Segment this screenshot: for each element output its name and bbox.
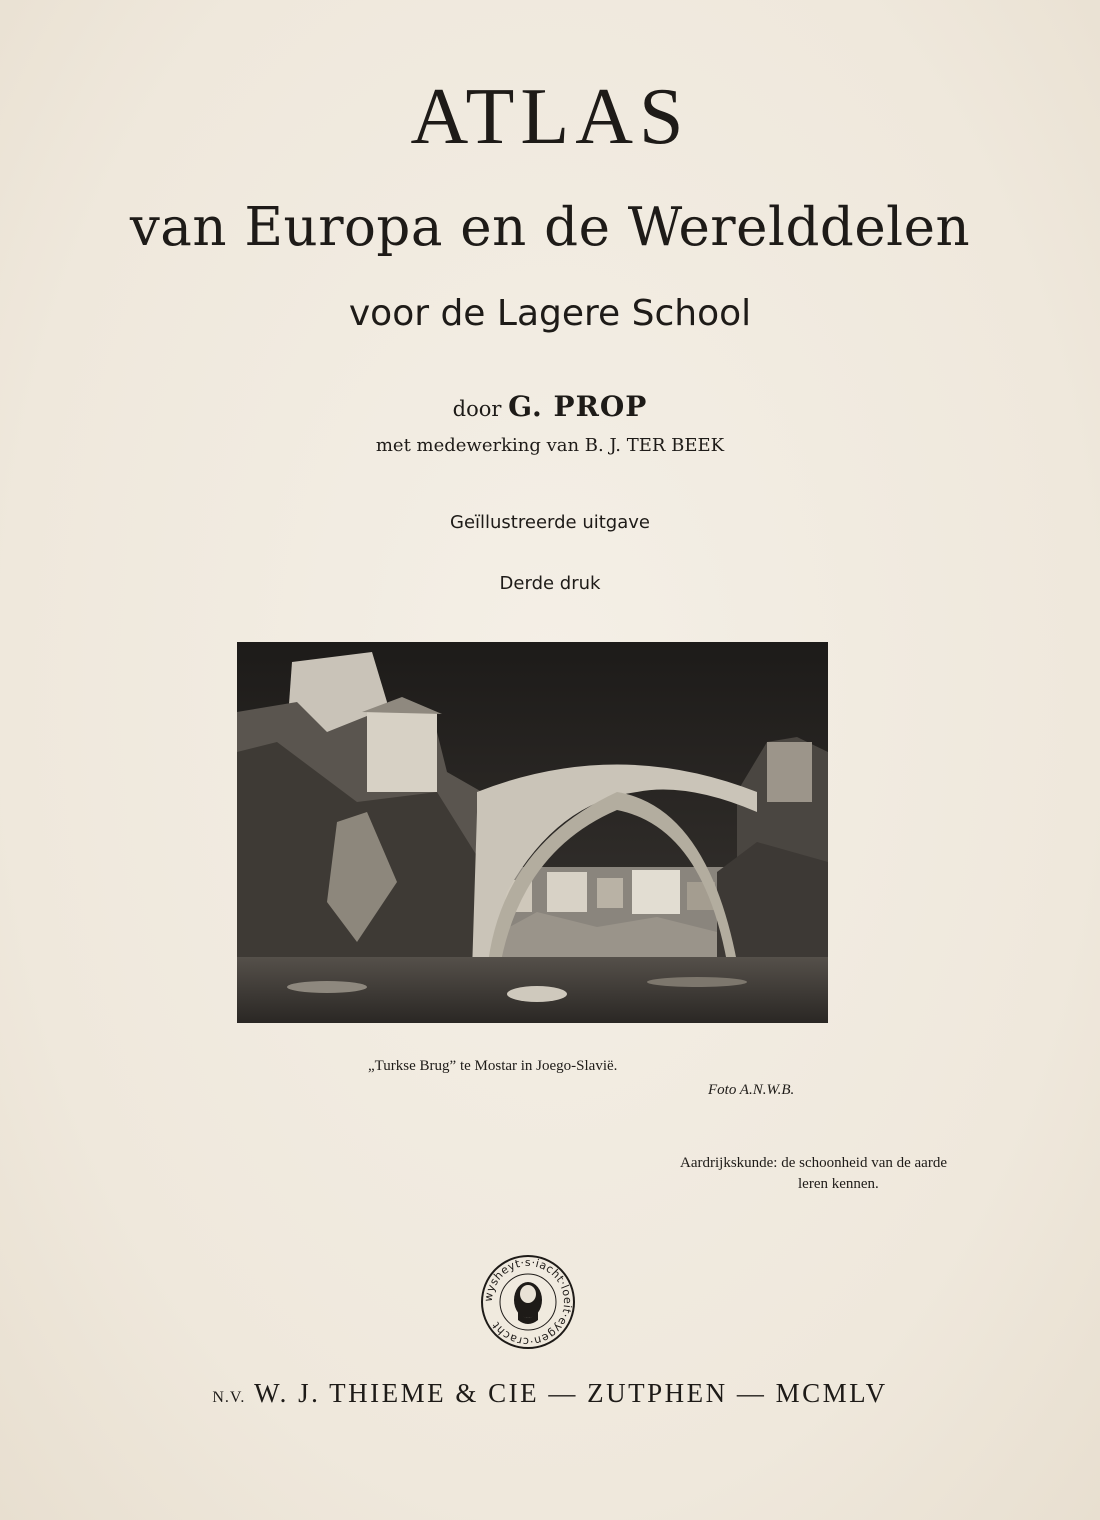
publisher-seal-icon [480,1254,576,1350]
bridge-photo [237,642,828,1023]
photo-credit: Foto A.N.W.B. [708,1082,795,1098]
edition-print: Derde druk [499,573,601,594]
author-name: G. PROP [508,390,648,423]
seal-text: wysheyt·s·iacht·loeit·eygen·cracht [481,1255,575,1349]
publisher-line [0,1376,1100,1415]
author-prefix: door [452,397,502,421]
book-subtitle: van Europa en de Werelddelen [129,197,971,258]
publisher-imprint: W. J. THIEME & CIE — ZUTPHEN — MCMLV [254,1378,888,1408]
publisher-prefix: N.V. [212,1389,246,1406]
motto-text-line1: de schoonheid van de aarde [781,1155,947,1171]
motto-label: Aardrijkskunde: [680,1155,778,1171]
edition-type: Geïllustreerde uitgave [450,512,650,533]
motto [680,1153,1040,1195]
photo-caption: „Turkse Brug” te Mostar in Joego-Slavië. [368,1058,618,1074]
author-line [0,390,1100,426]
motto-text-line2: leren kennen. [798,1176,879,1192]
book-title: ATLAS [410,73,690,161]
collaboration-line: met medewerking van B. J. TER BEEK [375,435,725,456]
book-subtitle-school: voor de Lagere School [348,293,752,334]
